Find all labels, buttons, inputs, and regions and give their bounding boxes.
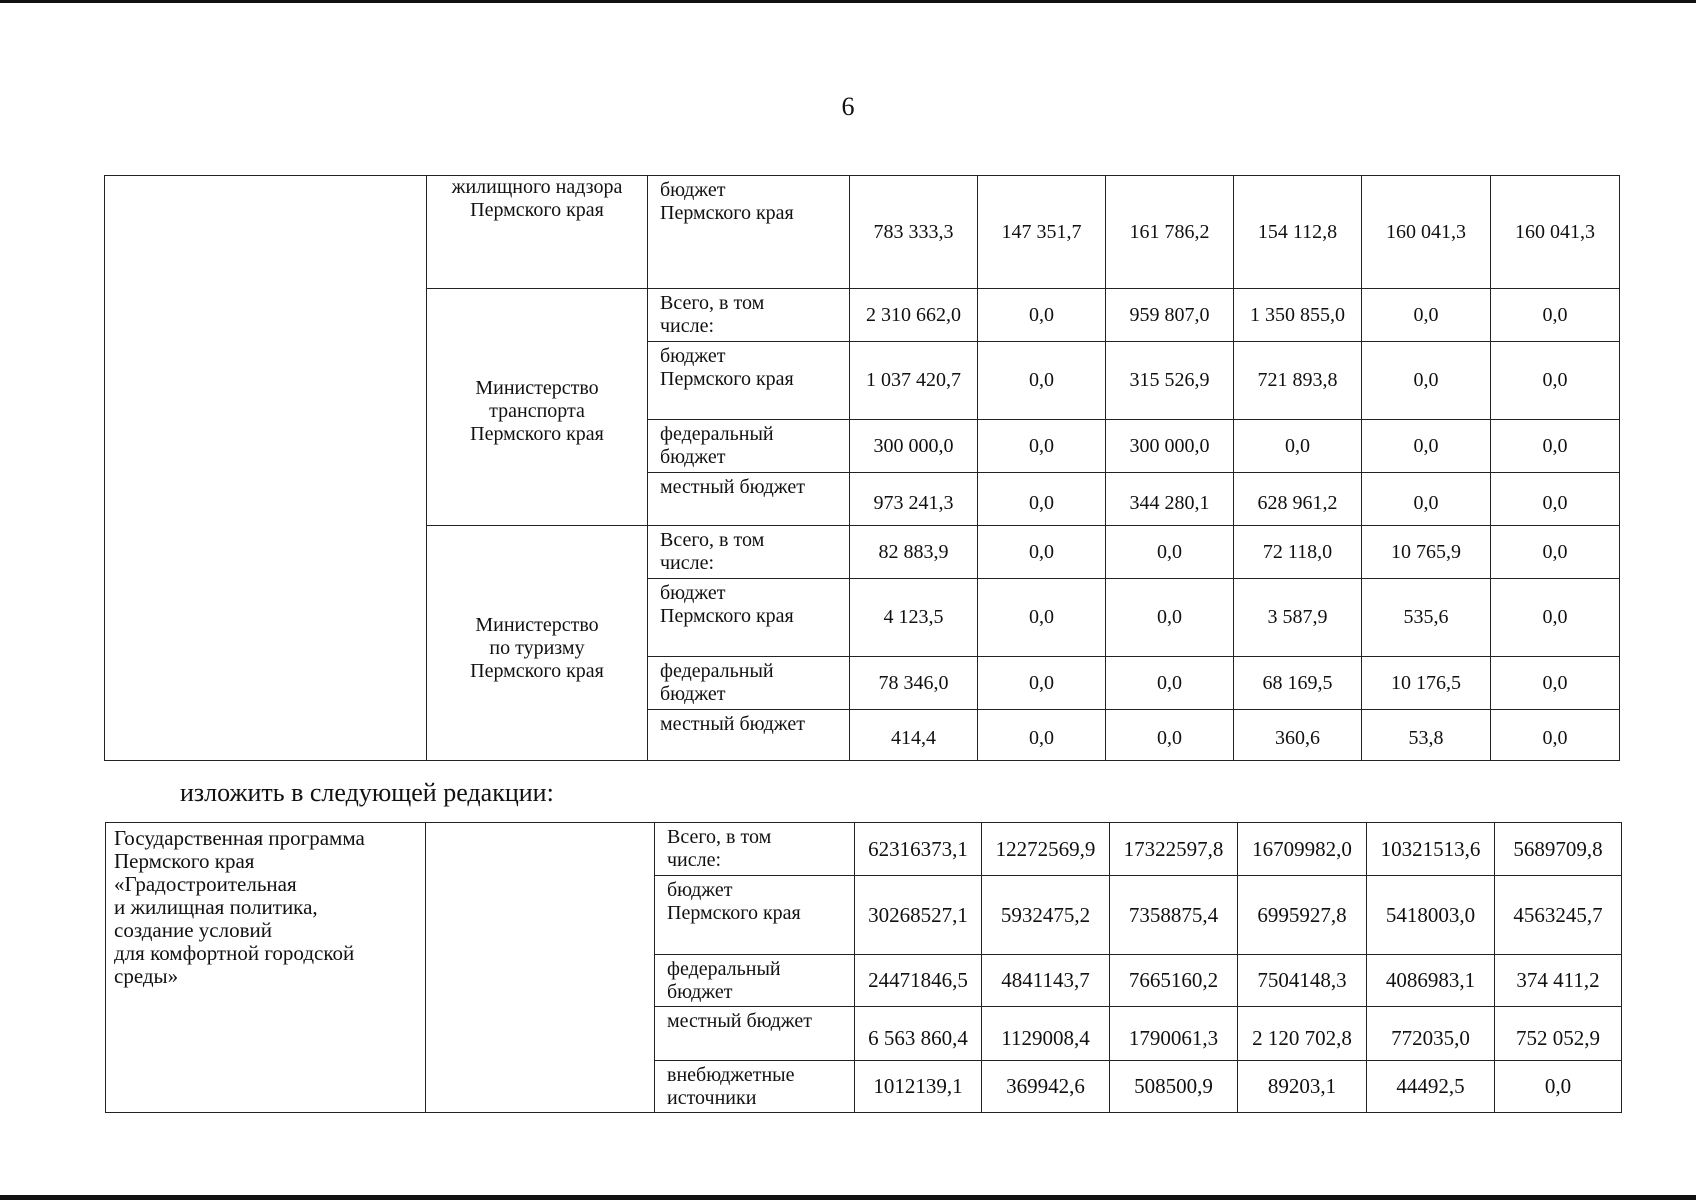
program-line: Пермского края [114,849,255,873]
value-cell: 0,0 [1491,526,1620,579]
value-cell: 300 000,0 [1106,420,1234,473]
row-label [655,1007,855,1061]
label-line: Пермского края [660,368,794,390]
row-label [648,342,850,420]
value-cell: 1129008,4 [982,1007,1110,1061]
value-cell: 16709982,0 [1238,823,1367,876]
label-line: бюджет [660,446,726,468]
budget-table-previous [104,175,1620,761]
program-line: «Градостроительная [114,872,297,896]
row-label [655,955,855,1007]
value-cell: 959 807,0 [1106,289,1234,342]
label-line: Пермского края [660,202,794,224]
label-line: Всего, в том [667,826,772,848]
value-cell: 300 000,0 [850,420,978,473]
label-line: бюджет [660,179,726,201]
value-cell: 628 961,2 [1234,473,1362,526]
value-cell: 3 587,9 [1234,579,1362,657]
program-line: Государственная программа [114,826,365,850]
value-cell: 973 241,3 [850,473,978,526]
org-line: Пермского края [470,423,604,445]
label-line: Всего, в том [660,529,765,551]
value-cell: 369942,6 [982,1061,1110,1113]
value-cell: 2 120 702,8 [1238,1007,1367,1061]
value-cell: 161 786,2 [1106,176,1234,289]
label-line: местный бюджет [660,713,805,735]
label-line: источники [667,1087,757,1109]
value-cell: 4841143,7 [982,955,1110,1007]
empty-org-cell [426,823,655,1113]
value-cell: 4086983,1 [1367,955,1495,1007]
value-cell: 0,0 [1491,579,1620,657]
value-cell: 535,6 [1362,579,1491,657]
page-top-border [0,0,1696,3]
value-cell: 160 041,3 [1491,176,1620,289]
value-cell: 0,0 [978,420,1106,473]
label-line: бюджет [660,345,726,367]
value-cell: 0,0 [1234,420,1362,473]
value-cell: 2 310 662,0 [850,289,978,342]
value-cell: 0,0 [1106,526,1234,579]
value-cell: 0,0 [1106,579,1234,657]
value-cell: 44492,5 [1367,1061,1495,1113]
value-cell: 0,0 [1491,420,1620,473]
value-cell: 7358875,4 [1110,876,1238,955]
row-label [648,579,850,657]
label-line: числе: [660,315,715,337]
value-cell: 4563245,7 [1495,876,1622,955]
value-cell: 1790061,3 [1110,1007,1238,1061]
value-cell: 414,4 [850,710,978,761]
value-cell: 7665160,2 [1110,955,1238,1007]
value-cell: 5418003,0 [1367,876,1495,955]
value-cell: 6995927,8 [1238,876,1367,955]
value-cell: 360,6 [1234,710,1362,761]
org-line: транспорта [489,400,585,422]
org-cell [427,526,648,761]
label-line: местный бюджет [660,476,805,498]
value-cell: 0,0 [978,526,1106,579]
program-title-cell [106,823,426,1113]
value-cell: 1 350 855,0 [1234,289,1362,342]
row-label [655,823,855,876]
value-cell: 0,0 [978,342,1106,420]
value-cell: 374 411,2 [1495,955,1622,1007]
program-line: среды» [114,964,179,988]
value-cell: 4 123,5 [850,579,978,657]
value-cell: 10 176,5 [1362,657,1491,710]
value-cell: 10321513,6 [1367,823,1495,876]
row-label [648,289,850,342]
value-cell: 0,0 [1362,473,1491,526]
label-line: Всего, в том [660,292,765,314]
value-cell: 78 346,0 [850,657,978,710]
value-cell: 772035,0 [1367,1007,1495,1061]
label-line: Пермского края [667,902,801,924]
label-line: бюджет [667,879,733,901]
label-line: федеральный [660,660,774,682]
table-row [105,176,1620,289]
label-line: внебюджетные [667,1064,795,1086]
value-cell: 315 526,9 [1106,342,1234,420]
org-line: Пермского края [470,199,604,221]
value-cell: 0,0 [1491,342,1620,420]
caption-text: изложить в следующей редакции: [180,778,554,807]
label-line: местный бюджет [667,1010,812,1032]
org-line: Министерство [475,614,599,636]
label-line: бюджет [660,582,726,604]
value-cell: 12272569,9 [982,823,1110,876]
value-cell: 0,0 [1491,473,1620,526]
row-label [648,657,850,710]
label-line: федеральный [660,423,774,445]
value-cell: 68 169,5 [1234,657,1362,710]
org-cell [427,176,648,289]
value-cell: 160 041,3 [1362,176,1491,289]
org-line: жилищного надзора [451,176,623,198]
value-cell: 752 052,9 [1495,1007,1622,1061]
label-line: федеральный [667,958,781,980]
value-cell: 0,0 [1491,289,1620,342]
value-cell: 0,0 [978,473,1106,526]
value-cell: 344 280,1 [1106,473,1234,526]
label-line: числе: [667,849,722,871]
value-cell: 62316373,1 [855,823,982,876]
value-cell: 508500,9 [1110,1061,1238,1113]
value-cell: 5689709,8 [1495,823,1622,876]
value-cell: 82 883,9 [850,526,978,579]
value-cell: 0,0 [1362,342,1491,420]
value-cell: 6 563 860,4 [855,1007,982,1061]
value-cell: 89203,1 [1238,1061,1367,1113]
value-cell: 0,0 [1106,710,1234,761]
value-cell: 0,0 [1495,1061,1622,1113]
value-cell: 721 893,8 [1234,342,1362,420]
value-cell: 783 333,3 [850,176,978,289]
value-cell: 72 118,0 [1234,526,1362,579]
value-cell: 1 037 420,7 [850,342,978,420]
value-cell: 10 765,9 [1362,526,1491,579]
org-line: Министерство [475,377,599,399]
value-cell: 0,0 [1362,289,1491,342]
value-cell: 0,0 [1491,710,1620,761]
org-line: по туризму [489,637,585,659]
row-label [655,876,855,955]
value-cell: 0,0 [1491,657,1620,710]
row-label [648,420,850,473]
row-label [648,526,850,579]
label-line: бюджет [667,981,733,1003]
value-cell: 0,0 [978,657,1106,710]
value-cell: 17322597,8 [1110,823,1238,876]
empty-program-cell [105,176,427,761]
budget-table-new [105,822,1622,1113]
row-label [648,710,850,761]
org-line: Пермского края [470,660,604,682]
value-cell: 1012139,1 [855,1061,982,1113]
program-line: создание условий [114,918,272,942]
value-cell: 0,0 [978,289,1106,342]
value-cell: 0,0 [978,710,1106,761]
row-label [655,1061,855,1113]
value-cell: 24471846,5 [855,955,982,1007]
value-cell: 53,8 [1362,710,1491,761]
page-bottom-border [0,1195,1696,1200]
label-line: числе: [660,552,715,574]
value-cell: 5932475,2 [982,876,1110,955]
value-cell: 0,0 [978,579,1106,657]
value-cell: 0,0 [1106,657,1234,710]
value-cell: 147 351,7 [978,176,1106,289]
label-line: бюджет [660,683,726,705]
program-line: и жилищная политика, [114,895,318,919]
table-row [106,823,1622,876]
value-cell: 0,0 [1362,420,1491,473]
program-line: для комфортной городской [114,941,355,965]
value-cell: 7504148,3 [1238,955,1367,1007]
row-label [648,176,850,289]
page-number: 6 [841,92,855,121]
label-line: Пермского края [660,605,794,627]
value-cell: 154 112,8 [1234,176,1362,289]
value-cell: 30268527,1 [855,876,982,955]
org-cell [427,289,648,526]
row-label [648,473,850,526]
